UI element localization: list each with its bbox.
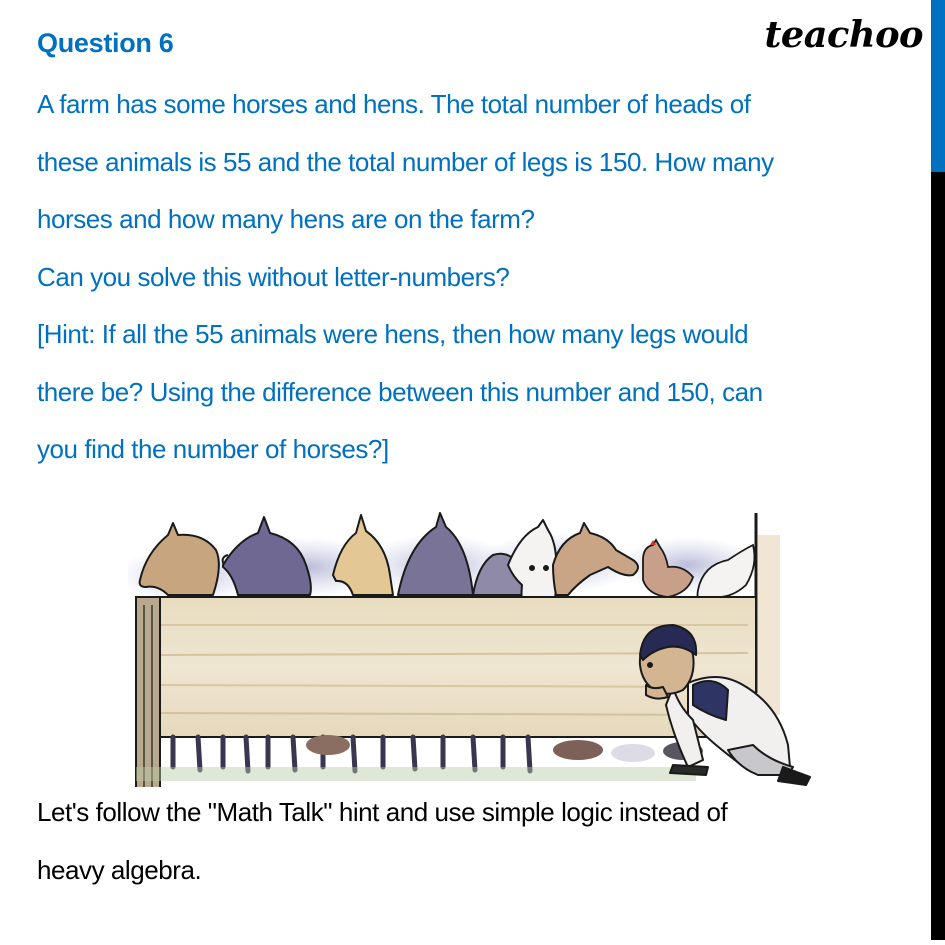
question-line: horses and how many hens are on the farm? (37, 204, 535, 234)
question-line: you find the number of horses?] (37, 434, 389, 464)
side-bar-blue-segment (931, 0, 945, 172)
question-text (37, 84, 917, 487)
slide-side-bar (931, 0, 945, 940)
answer-text (37, 790, 917, 906)
farm-illustration (128, 505, 818, 787)
answer-line: Let's follow the "Math Talk" hint and use simple logic instead of (37, 797, 728, 827)
question-line: there be? Using the difference between this number and 150, can (37, 376, 763, 407)
side-bar-black-segment (931, 172, 945, 940)
question-line: A farm has some horses and hens. The total number of heads of (37, 89, 751, 119)
question-line: Can you solve this without letter-numbers? (37, 261, 510, 292)
question-line: [Hint: If all the 55 animals were hens, then how many legs would (37, 319, 749, 349)
question-line: these animals is 55 and the total number of legs is 150. How many (37, 146, 774, 177)
question-title: Question 6 (37, 28, 174, 58)
animal-legs (173, 737, 530, 771)
teachoo-logo: teachoo (764, 14, 924, 56)
answer-line: heavy algebra. (37, 855, 202, 885)
